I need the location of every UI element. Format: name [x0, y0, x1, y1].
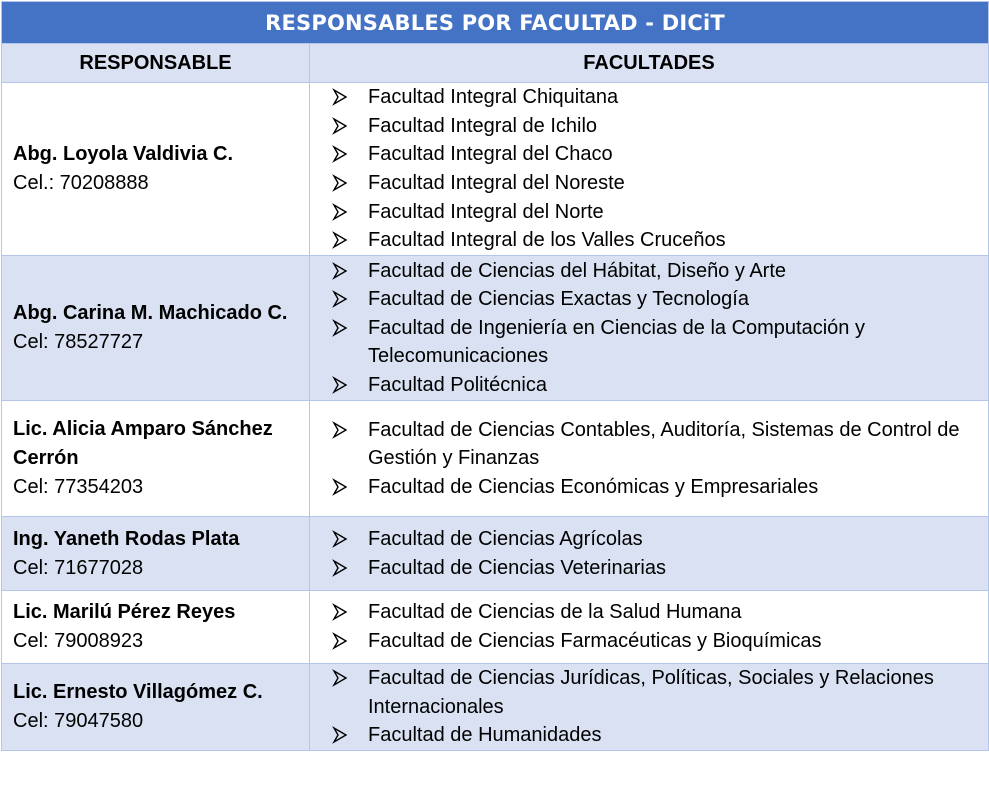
list-item	[332, 226, 988, 255]
facultades-list	[310, 598, 988, 655]
responsable-phone: Cel: 79008923	[13, 630, 144, 652]
arrowhead-bullet-icon	[332, 226, 350, 254]
facultad-name: Facultad Integral del Noreste	[368, 172, 625, 194]
responsable-cell	[2, 591, 310, 664]
responsable-name: Lic. Ernesto Villagómez C.	[13, 680, 263, 703]
arrowhead-bullet-icon	[332, 371, 350, 399]
responsable-cell	[2, 256, 310, 401]
list-item	[332, 554, 988, 583]
facultad-name: Facultad Integral de Ichilo	[368, 114, 598, 137]
facultades-list	[310, 416, 988, 502]
list-item	[332, 598, 988, 627]
arrowhead-bullet-icon	[332, 169, 350, 197]
list-item	[332, 83, 988, 112]
facultad-name: Facultad Integral Chiquitana	[368, 86, 619, 109]
responsable-phone: Cel: 77354203	[13, 476, 144, 498]
facultades-cell	[310, 664, 989, 751]
table-row	[2, 83, 989, 256]
responsable-cell	[2, 517, 310, 591]
arrowhead-bullet-icon	[332, 664, 350, 692]
list-item	[332, 140, 988, 169]
responsables-table	[1, 1, 989, 751]
facultades-cell	[310, 517, 989, 591]
arrowhead-bullet-icon	[332, 83, 350, 111]
table-row	[2, 517, 989, 591]
responsable-cell	[2, 401, 310, 517]
arrowhead-bullet-icon	[332, 598, 350, 626]
list-item	[332, 664, 988, 721]
facultad-name: Facultad Politécnica	[368, 373, 547, 396]
responsable-phone: Cel: 79047580	[13, 709, 144, 732]
arrowhead-bullet-icon	[332, 554, 350, 582]
table-title: RESPONSABLES POR FACULTAD - DICiT	[2, 2, 989, 44]
arrowhead-bullet-icon	[332, 257, 350, 285]
facultad-name: Facultad Integral de los Valles Cruceños	[368, 229, 726, 252]
arrowhead-bullet-icon	[332, 314, 350, 342]
list-item	[332, 257, 988, 286]
list-item	[332, 416, 988, 473]
responsable-cell	[2, 664, 310, 751]
arrowhead-bullet-icon	[332, 416, 350, 444]
facultades-cell	[310, 591, 989, 664]
facultades-cell	[310, 401, 989, 517]
facultad-name: Facultad Integral del Norte	[368, 200, 604, 223]
list-item	[332, 721, 988, 750]
responsable-name: Lic. Marilú Pérez Reyes	[13, 601, 236, 623]
facultades-list	[310, 83, 988, 255]
header-facultades: FACULTADES	[310, 44, 989, 83]
facultad-name: Facultad de Ciencias Contables, Auditoría, Sistemas de Control de Gestión y Finanzas	[368, 418, 960, 470]
facultad-name: Facultad de Ciencias del Hábitat, Diseño y Arte	[368, 259, 786, 282]
arrowhead-bullet-icon	[332, 473, 350, 501]
arrowhead-bullet-icon	[332, 140, 350, 168]
responsable-phone: Cel: 78527727	[13, 331, 144, 353]
facultad-name: Facultad de Ciencias Veterinarias	[368, 556, 666, 579]
responsable-name: Abg. Carina M. Machicado C.	[13, 302, 288, 324]
list-item	[332, 473, 988, 502]
responsable-name: Abg. Loyola Valdivia C.	[13, 143, 234, 165]
arrowhead-bullet-icon	[332, 112, 350, 140]
list-item	[332, 627, 988, 656]
arrowhead-bullet-icon	[332, 285, 350, 313]
arrowhead-bullet-icon	[332, 627, 350, 655]
list-item	[332, 285, 988, 314]
facultades-list	[310, 525, 988, 582]
list-item	[332, 525, 988, 554]
responsable-name: Lic. Alicia Amparo Sánchez Cerrón	[13, 418, 273, 469]
facultad-name: Facultad de Humanidades	[368, 724, 602, 747]
table-row	[2, 401, 989, 517]
facultad-name: Facultad de Ciencias de la Salud Humana	[368, 601, 742, 624]
facultad-name: Facultad de Ciencias Farmacéuticas y Bioquímicas	[368, 630, 822, 652]
responsable-name: Ing. Yaneth Rodas Plata	[13, 527, 240, 550]
facultades-cell	[310, 83, 989, 256]
list-item	[332, 198, 988, 227]
responsable-phone: Cel: 71677028	[13, 556, 144, 579]
responsable-phone: Cel.: 70208888	[13, 172, 149, 194]
list-item	[332, 112, 988, 141]
arrowhead-bullet-icon	[332, 198, 350, 226]
facultad-name: Facultad de Ciencias Jurídicas, Políticas, Sociales y Relaciones Internacionales	[368, 667, 934, 718]
list-item	[332, 371, 988, 400]
facultades-cell	[310, 256, 989, 401]
list-item	[332, 169, 988, 198]
arrowhead-bullet-icon	[332, 525, 350, 553]
facultades-list	[310, 257, 988, 400]
facultad-name: Facultad de Ciencias Exactas y Tecnología	[368, 288, 749, 311]
arrowhead-bullet-icon	[332, 721, 350, 749]
list-item	[332, 314, 988, 371]
table-row	[2, 664, 989, 751]
facultad-name: Facultad de Ciencias Agrícolas	[368, 527, 643, 550]
table-row	[2, 591, 989, 664]
facultad-name: Facultad Integral del Chaco	[368, 143, 613, 166]
facultad-name: Facultad de Ingeniería en Ciencias de la Computación y Telecomunicaciones	[368, 316, 865, 368]
table-row	[2, 256, 989, 401]
header-responsable: RESPONSABLE	[2, 44, 310, 83]
facultades-list	[310, 664, 988, 750]
facultad-name: Facultad de Ciencias Económicas y Empresariales	[368, 475, 819, 498]
responsable-cell	[2, 83, 310, 256]
